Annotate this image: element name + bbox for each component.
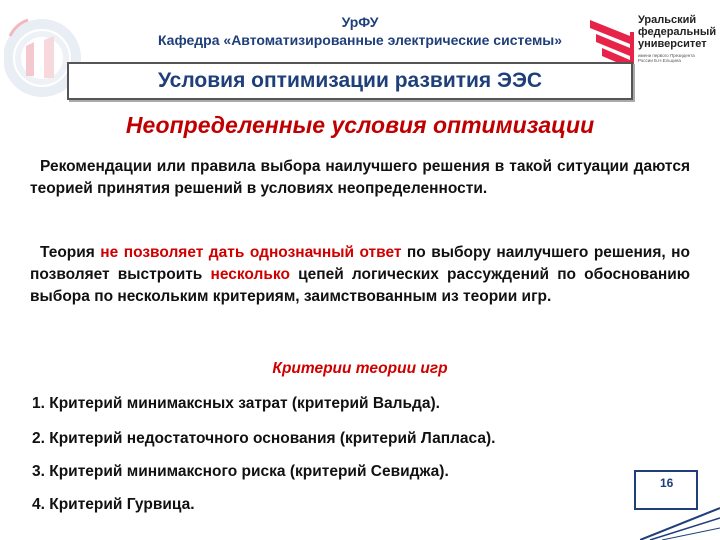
slide-title: Условия оптимизации развития ЭЭС	[157, 69, 543, 92]
paragraph-2-part-5: цепей логических рассуждений по обоснованию выбора по нескольким критериям, заимствованным из теории игр.	[30, 266, 690, 305]
criteria-item: 1. Критерий минимаксных затрат (критерий Вальда).	[32, 395, 440, 412]
page-number: 16	[660, 476, 674, 490]
header-text	[110, 14, 610, 49]
paragraph-1: Рекомендации или правила выбора наилучшего решения в такой ситуации даются теорией принятия решений в условиях неопределенности.	[30, 158, 690, 197]
paragraph-2	[30, 242, 690, 308]
paragraph-2-highlight-1: не позволяет дать однозначный ответ	[100, 244, 402, 261]
paragraph-2-part-3: по выбору наилучшего решения, но позволяет выстроить	[30, 244, 690, 283]
criteria-item: 2. Критерий недостаточного основания (критерий Лапласа).	[32, 430, 496, 447]
criteria-title: Критерии теории игр	[272, 360, 448, 377]
org-name: УрФУ	[341, 14, 379, 30]
slide-subtitle: Неопределенные условия оптимизации	[125, 112, 595, 138]
criteria-item: 3. Критерий минимаксного риска (критерий Севиджа).	[32, 463, 449, 480]
paragraph-2-part-1: Теория	[40, 244, 101, 261]
university-name: Уральский федеральный университет	[638, 14, 717, 50]
slide-title-box	[67, 62, 633, 100]
paragraph-2-highlight-2: несколько	[210, 266, 290, 283]
university-subtitle: имени первого Президента России Б.Н.Ельцина	[638, 53, 695, 63]
corner-stripes-icon	[640, 500, 720, 540]
criteria-item: 4. Критерий Гурвица.	[32, 496, 195, 513]
department-name: Кафедра «Автоматизированные электрические системы»	[157, 32, 563, 48]
